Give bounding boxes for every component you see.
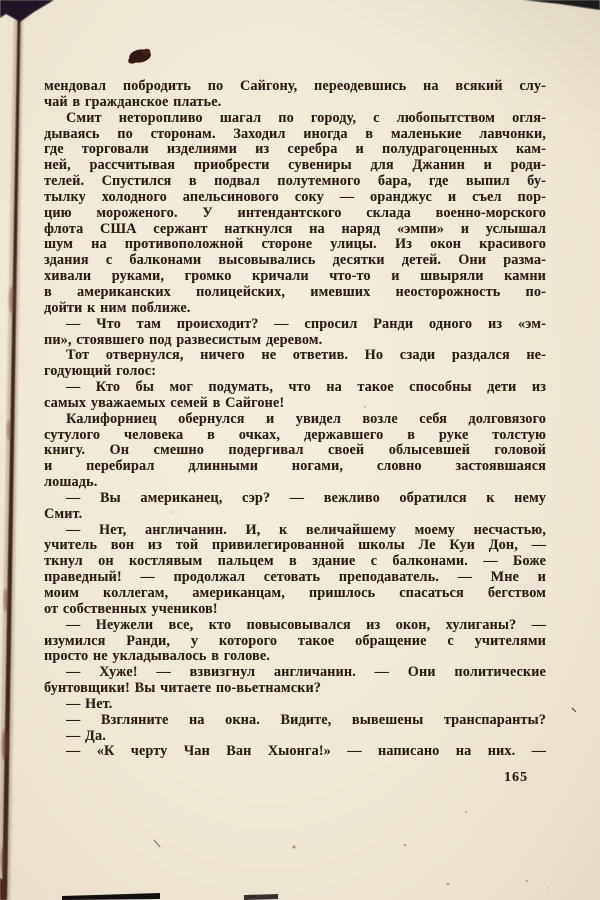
text-line: цию мороженого. У интендантского склада военно-морского: [44, 204, 546, 221]
text-line: — Вы американец, сэр? — вежливо обратился к нему: [66, 489, 546, 506]
edge-smudge: [4, 588, 9, 612]
text-line: лошадь.: [44, 474, 98, 491]
text-line: и перебирал длинными ногами, словно застоявшаяся: [44, 458, 546, 475]
corner-shadow-blob: [0, 0, 54, 22]
text-line: шум на противоположной стороне улицы. Из окон красивого: [44, 236, 546, 253]
text-line: дываясь по сторонам. Заходил иногда в маленькие лавчонки,: [44, 125, 546, 142]
text-line: пи», стоявшего под развесистым деревом.: [44, 331, 323, 348]
edge-smudge: [7, 420, 12, 440]
text-line: Тот отвернулся, ничего не ответив. Но сзади раздался не-: [66, 347, 546, 364]
page-edge-line: [2, 20, 21, 900]
text-line: учитель вон из той привилегированной школы Ле Куи Дон, —: [44, 537, 546, 554]
text-line: бунтовщики! Вы читаете по-вьетнамски?: [44, 680, 322, 697]
text-line: Смит неторопливо шагал по городу, с любопытством огля-: [66, 109, 546, 126]
text-line: мендовал побродить по Сайгону, переодевшись на всякий слу-: [44, 78, 546, 94]
text-line: ткнул он костлявым пальцем в здание с балконами. — Боже: [44, 553, 546, 570]
text-line: в американских полицейских, имевших неосторожность по-: [44, 283, 546, 300]
text-line: флота США сержант наткнулся на наряд «эмпи» и услышал: [44, 220, 546, 237]
text-line: — Хуже! — взвизгнул англичанин. — Они политические: [66, 664, 546, 681]
dust-speck: [404, 844, 407, 847]
text-line: от собственных учеников!: [44, 600, 218, 617]
text-line: Калифорниец обернулся и увидел возле себя долговязого: [66, 410, 546, 427]
text-line: где торговали изделиями из серебра и полудрагоценных кам-: [44, 141, 546, 158]
bottom-left-mark: [0, 878, 7, 900]
dust-speck: [292, 845, 295, 848]
page-edge-fuzz: [0, 20, 23, 900]
edge-smudge: [2, 729, 8, 761]
text-line: самых уважаемых семей в Сайгоне!: [44, 394, 285, 411]
dust-speck: [526, 880, 528, 882]
text-line: годующий голос:: [44, 363, 157, 380]
text-line: дойти к ним поближе.: [44, 299, 191, 316]
ink-blot: [127, 48, 152, 65]
scratch-mark: [572, 708, 576, 712]
text-line: — Взгляните на окна. Видите, вывешены транспаранты?: [66, 711, 546, 728]
text-line: телей. Спустился в подвал полутемного бара, где выпил бу-: [44, 173, 546, 190]
text-line: — Кто бы мог подумать, что на такое способны дети из: [66, 379, 546, 396]
text-line: — Да.: [66, 727, 106, 744]
text-line: — «К черту Чан Ван Хыонга!» — написано на них. —: [66, 743, 546, 760]
bottom-bar: [62, 893, 160, 900]
scratch-mark: [154, 840, 160, 847]
text-line: моим коллегам, американцам, пришлось спасаться бегством: [44, 585, 546, 601]
page-number: 165: [504, 770, 528, 785]
text-line: Смит.: [44, 505, 83, 522]
text-line: сутулого человека в очках, державшего в руке толстую: [44, 426, 546, 443]
text-line: — Нет.: [66, 695, 113, 712]
text-line: праведный! — продолжал сетовать преподаватель. — Мне и: [44, 569, 546, 586]
text-line: — Нет, англичанин. И, к величайшему моему несчастью,: [66, 521, 546, 538]
text-line: тылку холодного апельсинового соку — оранджус и съел пор-: [44, 188, 546, 205]
text-line: ней, рассчитывая приобрести сувениры для Джанин и роди-: [44, 157, 546, 174]
dust-speck: [447, 883, 450, 886]
text-line: книгу. Он смешно подергивал своей облысевшей головой: [44, 442, 546, 459]
text-line: просто не укладывалось в голове.: [44, 648, 270, 665]
text-line: — Неужели все, кто повысовывался из окон, хулиганы? —: [66, 616, 546, 633]
text-line: чай в гражданское платье.: [44, 93, 222, 110]
bottom-bar: [244, 894, 278, 900]
text-line: здания с балконами высовывались десятки детей. Они разма-: [44, 252, 546, 269]
dust-speck: [465, 811, 467, 813]
dust-speck: [547, 887, 549, 889]
edge-smudge: [9, 286, 15, 314]
text-line: изумился Ранди, у которого такое обращение с учителями: [44, 632, 546, 649]
top-right-shadow: [523, 0, 600, 10]
text-line: — Что там происходит? — спросил Ранди одного из «эм-: [66, 315, 546, 332]
text-block: [44, 79, 546, 760]
text-line: хивали руками, громко кричали что-то и швыряли камни: [44, 268, 546, 285]
edge-smudge: [1, 846, 7, 874]
